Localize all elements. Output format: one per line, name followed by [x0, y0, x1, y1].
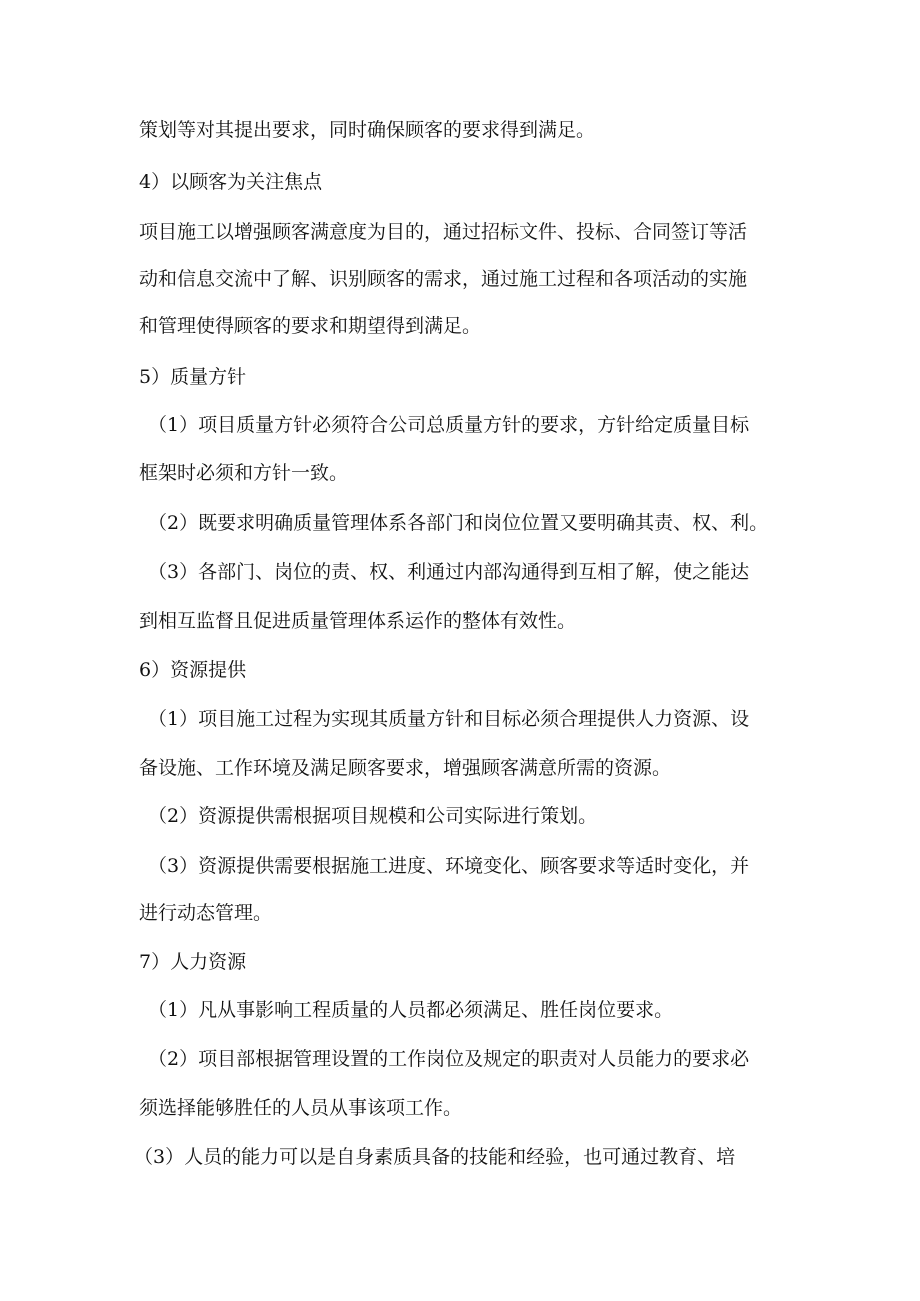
section-heading-6: 6）资源提供: [139, 659, 247, 681]
section-heading-5: 5）质量方针: [139, 366, 247, 388]
text-line-21: 须选择能够胜任的人员从事该项工作。: [139, 1097, 463, 1119]
text-line-11: 到相互监督且促进质量管理体系运作的整体有效性。: [139, 610, 577, 632]
text-line-7: （1）项目质量方针必须符合公司总质量方针的要求，方针给定质量目标: [148, 414, 750, 436]
text-line-9: （2）既要求明确质量管理体系各部门和岗位位置又要明确其责、权、利。: [148, 512, 769, 534]
text-line-22: （3）人员的能力可以是自身素质具备的技能和经验，也可通过教育、培: [134, 1146, 736, 1168]
text-line-3: 项目施工以增强顾客满意度为目的，通过招标文件、投标、合同签订等活: [139, 221, 748, 243]
text-line-14: 备设施、工作环境及满足顾客要求，增强顾客满意所需的资源。: [139, 757, 672, 779]
text-line-15: （2）资源提供需根据项目规模和公司实际进行策划。: [148, 805, 598, 827]
text-line-4: 动和信息交流中了解、识别顾客的需求，通过施工过程和各项活动的实施: [139, 268, 748, 290]
text-line-20: （2）项目部根据管理设置的工作岗位及规定的职责对人员能力的要求必: [148, 1048, 750, 1070]
text-line-5: 和管理使得顾客的要求和期望得到满足。: [139, 315, 482, 337]
text-line-1: 策划等对其提出要求，同时确保顾客的要求得到满足。: [139, 119, 596, 141]
section-heading-7: 7）人力资源: [139, 951, 247, 973]
text-line-17: 进行动态管理。: [139, 902, 273, 924]
text-line-10: （3）各部门、岗位的责、权、利通过内部沟通得到互相了解，使之能达: [148, 561, 750, 583]
text-line-8: 框架时必须和方针一致。: [139, 462, 349, 484]
section-heading-4: 4）以顾客为关注焦点: [139, 171, 323, 193]
text-line-13: （1）项目施工过程为实现其质量方针和目标必须合理提供人力资源、设: [148, 708, 750, 730]
text-line-16: （3）资源提供需要根据施工进度、环境变化、顾客要求等适时变化，并: [148, 855, 750, 877]
text-line-19: （1）凡从事影响工程质量的人员都必须满足、胜任岗位要求。: [148, 999, 674, 1021]
